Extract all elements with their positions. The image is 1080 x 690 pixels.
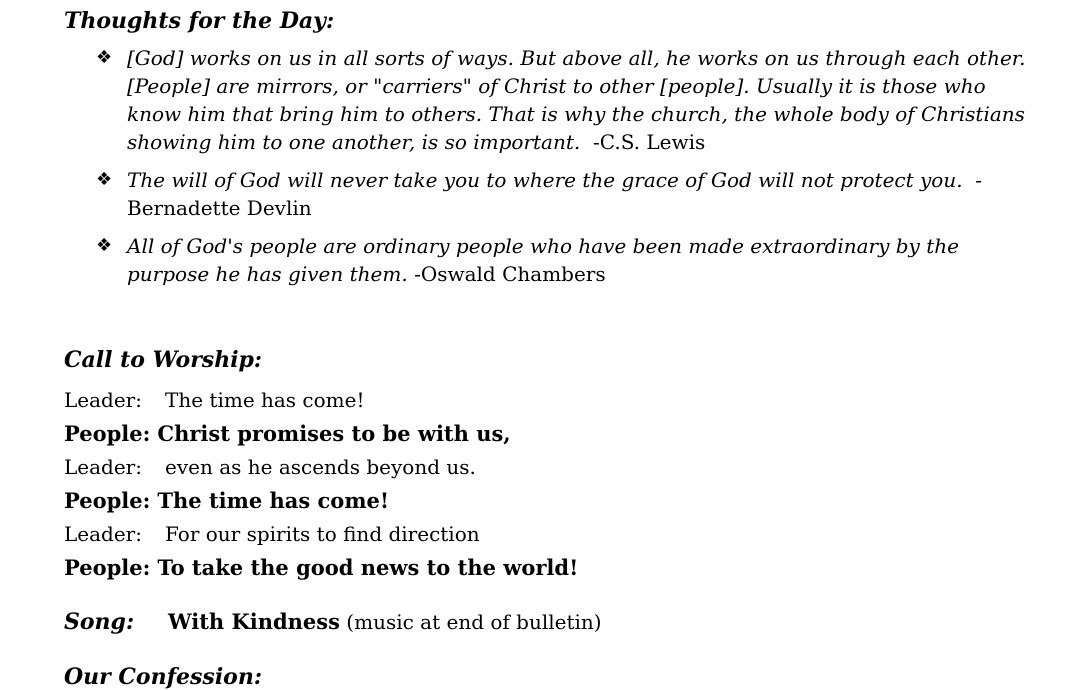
thought-item [96,232,1026,288]
leader-line [64,453,1024,487]
line-text: Christ promises to be with us, [157,420,511,446]
thoughts-list [96,44,1026,298]
people-line [64,420,1024,454]
song-line [64,608,602,636]
speaker-label: Leader: [64,455,142,479]
song-note: (music at end of bulletin) [346,610,602,634]
thoughts-heading: Thoughts for the Day: [64,8,335,34]
people-line [64,487,1024,521]
line-text: For our spirits to find direction [165,522,480,546]
thought-author: -C.S. Lewis [592,130,706,154]
speaker-label: Leader: [64,388,142,412]
call-to-worship-dialogue [64,386,1024,587]
thought-item [96,44,1026,156]
line-text: The time has come! [157,487,390,513]
thought-quote: The will of God will never take you to where the grace of God will not protect you. [127,168,963,192]
leader-line [64,520,1024,554]
leader-line [64,386,1024,420]
speaker-label: People: [64,554,151,580]
call-to-worship-heading: Call to Worship: [64,347,263,373]
song-title: With Kindness [168,609,340,634]
thought-item [96,166,1026,222]
line-text: The time has come! [165,388,365,412]
song-label: Song: [64,609,135,635]
thought-author: -Oswald Chambers [414,262,606,286]
thought-quote: [God] works on us in all sorts of ways. But above all, he works on us through each other. [People] are mirrors, or "carriers" of Christ to other [people]. Usually it is those who know him that bring him to others. That is why the church, the whole body of Christians showing him to one another, is so important. [127,46,1026,154]
speaker-label: People: [64,487,151,513]
line-text: even as he ascends beyond us. [165,455,476,479]
line-text: To take the good news to the world! [157,554,579,580]
next-section-heading: Our Confession: [64,664,262,690]
thought-author: -Bernadette Devlin [127,168,983,220]
diamond-bullet-icon: ❖ [96,47,113,68]
diamond-bullet-icon: ❖ [96,169,113,190]
diamond-bullet-icon: ❖ [96,235,113,256]
speaker-label: Leader: [64,522,142,546]
speaker-label: People: [64,420,151,446]
thought-quote: All of God's people are ordinary people who have been made extraordinary by the purpose he has given them. [127,234,959,286]
people-line [64,554,1024,588]
